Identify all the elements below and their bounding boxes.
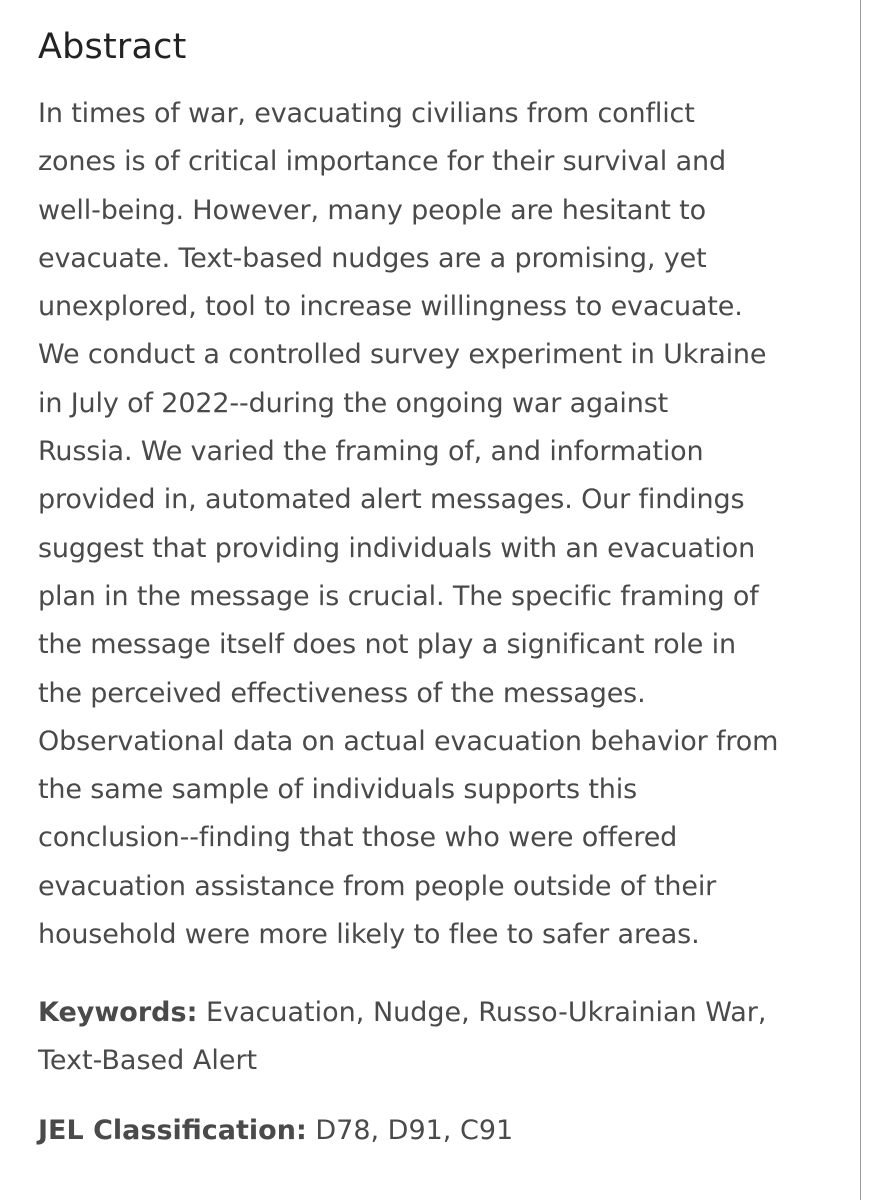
abstract-line: Russia. We varied the framing of, and information: [38, 436, 704, 468]
abstract-line: the message itself does not play a significant role in: [38, 629, 737, 661]
abstract-line: well-being. However, many people are hesitant to: [38, 194, 706, 226]
abstract-line: suggest that providing individuals with an evacuation: [38, 532, 756, 564]
jel-classification-section: [38, 1107, 848, 1155]
keywords-section: [38, 989, 848, 1085]
abstract-line: in July of 2022--during the ongoing war against: [38, 387, 669, 419]
keywords-value-continued: Text-Based Alert: [38, 1045, 258, 1077]
keywords-value: Evacuation, Nudge, Russo-Ukrainian War,: [205, 997, 767, 1029]
abstract-line: household were more likely to flee to safer areas.: [38, 919, 700, 951]
abstract-line: zones is of critical importance for their survival and: [38, 146, 726, 178]
abstract-line: evacuate. Text-based nudges are a promising, yet: [38, 242, 707, 274]
abstract-content: [38, 26, 848, 1155]
abstract-line: the perceived effectiveness of the messages.: [38, 677, 646, 709]
jel-classification-label: JEL Classification:: [38, 1115, 307, 1147]
abstract-body: [38, 90, 848, 959]
abstract-line: plan in the message is crucial. The specific framing of: [38, 580, 759, 612]
abstract-line: unexplored, tool to increase willingness to evacuate.: [38, 291, 743, 323]
abstract-line: provided in, automated alert messages. Our findings: [38, 484, 745, 516]
keywords-label: Keywords:: [38, 997, 198, 1029]
jel-classification-value: D78, D91, C91: [315, 1115, 514, 1147]
abstract-line: conclusion--finding that those who were offered: [38, 822, 678, 854]
abstract-heading: Abstract: [38, 27, 187, 67]
abstract-line: Observational data on actual evacuation behavior from: [38, 725, 779, 757]
abstract-line: the same sample of individuals supports this: [38, 774, 638, 806]
abstract-line: We conduct a controlled survey experiment in Ukraine: [38, 339, 767, 371]
abstract-line: evacuation assistance from people outside of their: [38, 870, 717, 902]
abstract-line: In times of war, evacuating civilians from conflict: [38, 98, 695, 129]
